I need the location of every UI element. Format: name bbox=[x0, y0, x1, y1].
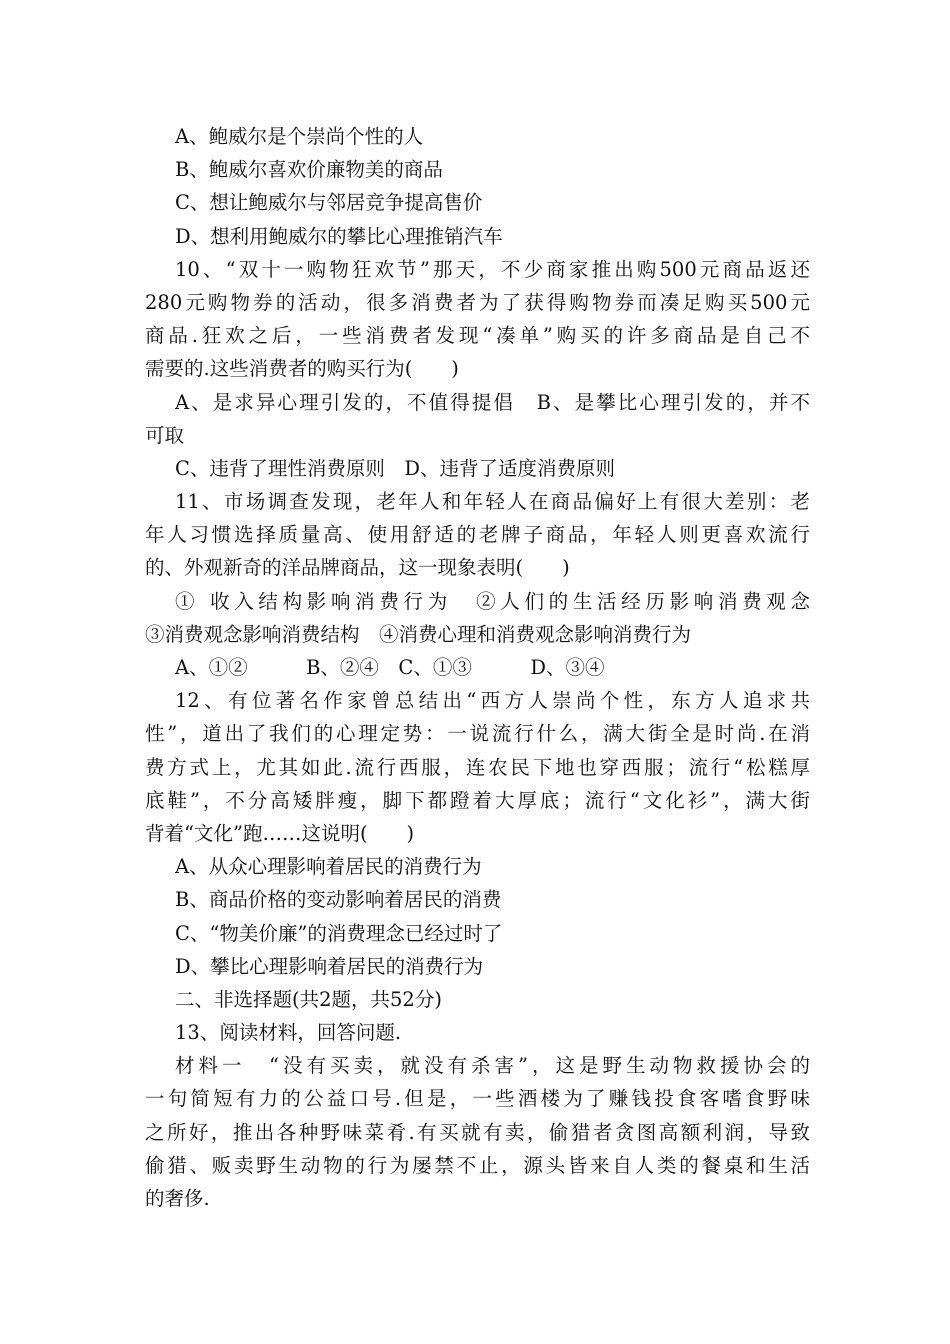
text-line: 背着“文化”跑……这说明( ) bbox=[145, 821, 415, 845]
text-line: ③消费观念影响消费结构 ④消费心理和消费观念影响消费行为 bbox=[145, 622, 692, 646]
text-line: 商品.狂欢之后，一些消费者发现“凑单”购买的许多商品是自己不 bbox=[145, 324, 810, 348]
text-line: A、从众心理影响着居民的消费行为 bbox=[175, 855, 482, 879]
text-line: 偷猎、贩卖野生动物的行为屡禁不止，源头皆来自人类的餐桌和生活 bbox=[145, 1153, 810, 1177]
text-line: 13、阅读材料，回答问题. bbox=[175, 1021, 402, 1045]
text-line: 10、“双十一购物狂欢节”那天，不少商家推出购500元商品返还 bbox=[175, 257, 810, 281]
text-line: C、“物美价廉”的消费理念已经过时了 bbox=[175, 921, 503, 945]
text-line: 年人习惯选择质量高、使用舒适的老牌子商品，年轻人则更喜欢流行 bbox=[145, 523, 810, 547]
text-line: ① 收入结构影响消费行为 ②人们的生活经历影响消费观念 bbox=[175, 589, 810, 613]
text-line: A、①② B、②④ C、①③ D、③④ bbox=[175, 656, 605, 679]
text-line: A、是求异心理引发的，不值得提倡 B、是攀比心理引发的，并不 bbox=[175, 390, 810, 414]
text-line: 之所好，推出各种野味菜肴.有买就有卖，偷猎者贪图高额利润，导致 bbox=[145, 1120, 810, 1144]
text-line: 280元购物券的活动，很多消费者为了获得购物券而凑足购买500元 bbox=[145, 290, 810, 314]
text-line: 一句简短有力的公益口号.但是，一些酒楼为了赚钱投食客嗜食野味 bbox=[145, 1087, 810, 1111]
text-line: D、想利用鲍威尔的攀比心理推销汽车 bbox=[175, 224, 503, 248]
document-page bbox=[145, 120, 810, 1215]
text-line: B、商品价格的变动影响着居民的消费 bbox=[175, 888, 502, 912]
text-line: D、攀比心理影响着居民的消费行为 bbox=[175, 954, 484, 978]
text-line: 费方式上，尤其如此.流行西服，连农民下地也穿西服；流行“松糕厚 bbox=[145, 755, 810, 779]
text-line: 11、市场调查发现，老年人和年轻人在商品偏好上有很大差别：老 bbox=[175, 490, 810, 514]
text-line: C、想让鲍威尔与邻居竞争提高售价 bbox=[175, 191, 483, 215]
text-line: 的奢侈. bbox=[145, 1187, 210, 1210]
text-line: 性”，道出了我们的心理定势：一说流行什么，满大街全是时尚.在消 bbox=[145, 722, 810, 746]
text-line: 可取 bbox=[145, 423, 185, 447]
text-line: 需要的.这些消费者的购买行为( ) bbox=[145, 357, 459, 381]
text-line: C、违背了理性消费原则 D、违背了适度消费原则 bbox=[175, 456, 616, 480]
text-line: 12、有位著名作家曾总结出“西方人崇尚个性，东方人追求共 bbox=[175, 689, 810, 713]
text-line: 二、非选择题(共2题，共52分) bbox=[175, 987, 442, 1011]
text-line: 底鞋”，不分高矮胖瘦，脚下都蹬着大厚底；流行“文化衫”，满大街 bbox=[145, 788, 810, 812]
text-line: 材料一 “没有买卖，就没有杀害”，这是野生动物救援协会的 bbox=[175, 1054, 810, 1078]
text-line: 的、外观新奇的洋品牌商品，这一现象表明( ) bbox=[145, 556, 570, 580]
text-line: A、鲍威尔是个崇尚个性的人 bbox=[175, 125, 424, 148]
text-line: B、鲍威尔喜欢价廉物美的商品 bbox=[175, 158, 443, 182]
